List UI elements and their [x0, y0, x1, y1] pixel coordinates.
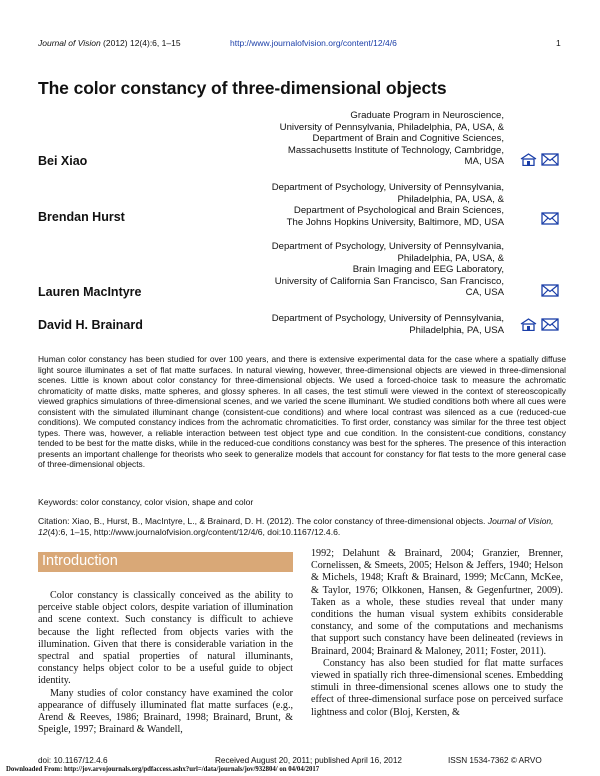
abstract: Human color constancy has been studied for over 100 years, and there is extensive experimental data for the case where a spatially diffuse light source illuminates a set of flat matte surfaces. In natural viewing, however, three-dimensional objects are viewed in three-dimensional scenes. Little is known about color constancy for three-dimensional objects. We used a forced-choice task to measure the achromatic chromaticity of matte disks, matte spheres, and glossy spheres. In all cases, the test stimuli were viewed in the context of stereoscopically viewed graphics simulations of three-dimensional scenes, and we varied the scene illuminant. We studied conditions both where all cues were consistent with the simulated illuminant change (consistent-cue conditions) and where local contrast was silenced as a cue (reduced-cue conditions). We computed constancy indices from the achromatic chromaticities. To first order, constancy was similar for the three test object types. There was, however, a reliable interaction between test object type and cue condition. In the consistent-cue conditions, constancy tended to be best for the matte disks, while in the reduced-cue conditions constancy was best for the spheres. The presence of this interaction presents an important challenge for theorists who seek to generalize models that account for constancy for flat tests to the more general case of three-dimensional objects. [38, 354, 566, 469]
page-number: 1 [556, 38, 561, 48]
author-affiliation: Department of Psychology, University of Pennsylvania, Philadelphia, PA, USA, & Department of Psychological and Brain Sciences, The Johns Hopkins University, Baltimore, MD, USA [271, 182, 504, 228]
author-name: Brendan Hurst [38, 210, 125, 224]
mail-icon[interactable] [541, 318, 559, 331]
footer-doi: doi: 10.1167/12.4.6 [38, 756, 108, 765]
mail-icon[interactable] [541, 284, 559, 297]
paragraph: Constancy has also been studied for flat matte surfaces viewed in spatially rich three-dimensional scenes. Embedding stimuli in three-dimensional scenes allows one to study the effect of three-dimensional surface pose on perceived surface lightness and color (Bloj, Kersten, & [311, 657, 563, 718]
article-url-link[interactable]: http://www.journalofvision.org/content/12/4/6 [230, 38, 397, 48]
citation: Citation: Xiao, B., Hurst, B., MacIntyre, L., & Brainard, D. H. (2012). The color constancy of three-dimensional objects. Journal of Vision, 12(4):6, 1–15, http://www.journalofvision.org/content/12/4/6, doi:10.1167/12.4.6. [38, 516, 554, 537]
author-affiliation: Graduate Program in Neuroscience, University of Pennsylvania, Philadelphia, PA, USA, & Department of Brain and Cognitive Sciences, Massachusetts Institute of Technology, Cambridge, MA, USA [279, 110, 504, 168]
footer-issn: ISSN 1534-7362 © ARVO [448, 756, 542, 765]
author-name: Bei Xiao [38, 154, 88, 168]
keywords: Keywords: color constancy, color vision, shape and color [38, 497, 254, 507]
body-column-right [311, 548, 563, 719]
author-links [541, 212, 559, 225]
author-links [541, 284, 559, 297]
author-links [520, 318, 559, 331]
home-icon[interactable] [520, 318, 537, 331]
author-affiliation: Department of Psychology, University of Pennsylvania, Philadelphia, PA, USA [271, 313, 504, 336]
body-column-left [38, 590, 293, 736]
paragraph: 1992; Delahunt & Brainard, 2004; Granzier, Brenner, Cornelissen, & Smeets, 2005; Helson & Jeffers, 1940; Helson & Michels, 1948; Kraft & Brainard, 1999; McCann, McKee, & Taylor, 1976; Olkkonen, Hansen, & Gegenfurtner, 2009). Taken as a whole, these studies reveal that under many conditions the human visual system exhibits considerable constancy, and some of the computations and mechanisms that support such constancy have been delineated (reviews in Brainard, 2004; Brainard & Maloney, 2011; Foster, 2011). [311, 548, 563, 657]
journal-name: Journal of Vision (2012) 12(4):6, 1–15 [38, 38, 181, 48]
paragraph: Color constancy is classically conceived as the ability to perceive stable object colors, despite variation of illumination and scene context. Such constancy is difficult to achieve because the light reflected from objects varies with the illumination. Given that there is considerable variation in the spectral and spatial properties of natural illuminants, constancy helps object color to be a useful guide to object identity. [38, 590, 293, 687]
footer-received: Received August 20, 2011; published April 16, 2012 [215, 756, 402, 765]
paragraph: Many studies of color constancy have examined the color appearance of diffusely illuminated flat matte surfaces (e.g., Arend & Reeves, 1986; Brainard, 1998; Brainard, Brunt, & Speigle, 1997; Brainard & Wandell, [38, 687, 293, 736]
author-affiliation: Department of Psychology, University of Pennsylvania, Philadelphia, PA, USA, & Brain Imaging and EEG Laboratory, University of California San Francisco, San Francisco, CA, USA [271, 241, 504, 299]
section-heading-bar [38, 552, 293, 572]
home-icon[interactable] [520, 153, 537, 166]
paper-title: The color constancy of three-dimensional objects [38, 78, 447, 98]
mail-icon[interactable] [541, 212, 559, 225]
author-name: David H. Brainard [38, 318, 143, 332]
mail-icon[interactable] [541, 153, 559, 166]
download-notice: Downloaded From: http://jov.arvojournals.org/pdfaccess.ashx?url=/data/journals/jov/932804/ on 04/04/2017 [6, 766, 320, 773]
section-heading: Introduction [42, 553, 118, 569]
author-name: Lauren MacIntyre [38, 285, 142, 299]
author-links [520, 153, 559, 166]
